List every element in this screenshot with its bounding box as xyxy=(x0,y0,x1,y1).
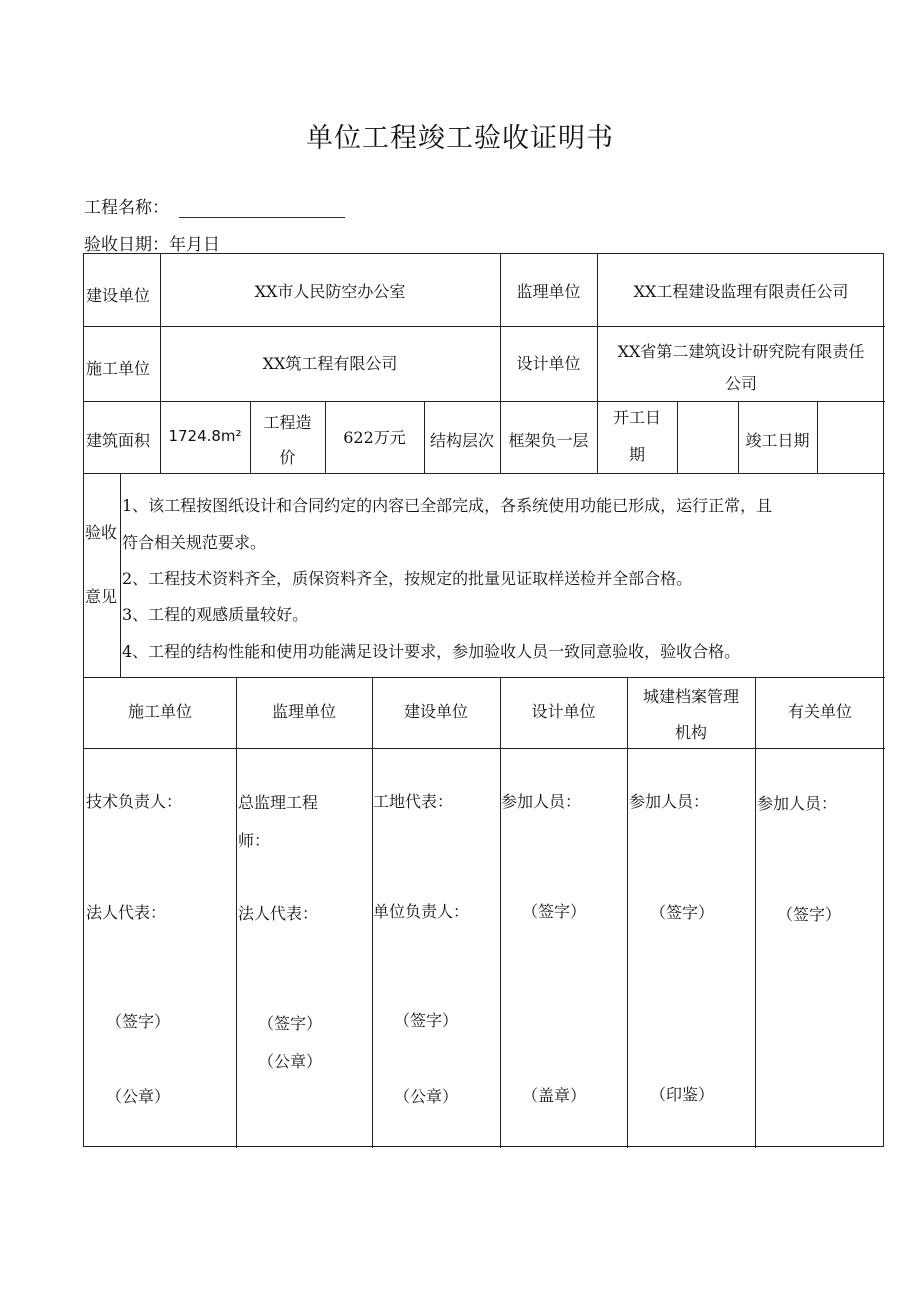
sign-header-archive-line1: 城建档案管理 xyxy=(642,687,739,706)
acceptance-date-label: 验收日期：年月日 xyxy=(84,235,220,255)
designer-label: 设计单位 xyxy=(516,354,581,373)
structure-label: 结构层次 xyxy=(429,431,494,450)
sign-header-contractor: 施工单位 xyxy=(127,702,192,721)
supervisor-label: 监理单位 xyxy=(516,282,581,301)
participants-label-5: 参加人员： xyxy=(629,792,710,811)
opinion-item-1-cont: 符合相关规范要求。 xyxy=(122,533,267,552)
participants-label-4: 参加人员： xyxy=(501,792,582,811)
builder-value: XX市人民防空办公室 xyxy=(254,282,406,301)
seal-here-3: （公章） xyxy=(393,1087,458,1106)
sign-header-designer: 设计单位 xyxy=(531,702,596,721)
opinion-item-2: 2、工程技术资料齐全，质保资料齐全，按规定的批量见证取样送检并全部合格。 xyxy=(122,569,693,588)
seal-here-5: （印鉴） xyxy=(649,1085,714,1104)
start-date-label-line1: 开工日 xyxy=(612,408,661,427)
sign-here-3: （签字） xyxy=(393,1011,458,1030)
designer-value-line2: 公司 xyxy=(724,374,757,393)
opinion-item-4: 4、工程的结构性能和使用功能满足设计要求，参加验收人员一致同意验收，验收合格。 xyxy=(122,642,741,661)
seal-here-4: （盖章） xyxy=(521,1086,586,1105)
seal-here-2: （公章） xyxy=(257,1052,322,1071)
opinion-label-line2: 意见 xyxy=(85,587,118,606)
participants-label-6: 参加人员： xyxy=(757,794,838,813)
sign-header-related: 有关单位 xyxy=(787,702,852,721)
unit-head-label: 单位负责人： xyxy=(373,902,470,921)
opinion-item-3: 3、工程的观感质量较好。 xyxy=(122,605,309,624)
opinion-item-1: 1、该工程按图纸设计和合同约定的内容已全部完成，各系统使用功能已形成，运行正常，且 xyxy=(122,496,773,515)
sign-here-1: （签字） xyxy=(105,1012,170,1031)
structure-value: 框架负一层 xyxy=(508,431,589,450)
sign-header-builder: 建设单位 xyxy=(403,702,468,721)
area-value: 1724.8m² xyxy=(168,427,242,445)
project-name-field xyxy=(84,193,345,218)
contractor-label: 施工单位 xyxy=(86,359,151,378)
sign-here-2: （签字） xyxy=(257,1014,322,1033)
sign-header-archive-line2: 机构 xyxy=(674,723,707,742)
sign-here-4: （签字） xyxy=(521,902,586,921)
cost-label-line1: 工程造 xyxy=(263,413,312,432)
cost-value: 622万元 xyxy=(343,428,406,447)
designer-value-line1: XX省第二建筑设计研究院有限责任 xyxy=(617,342,865,361)
sign-here-5: （签字） xyxy=(649,903,714,922)
project-name-blank[interactable] xyxy=(179,199,345,218)
end-date-label: 竣工日期 xyxy=(745,431,810,450)
seal-here-1: （公章） xyxy=(105,1087,170,1106)
opinion-label-line1: 验收 xyxy=(85,523,118,542)
document-title: 单位工程竣工验收证明书 xyxy=(306,123,614,154)
legal-rep-label-2: 法人代表： xyxy=(238,904,319,923)
start-date-label-line2: 期 xyxy=(628,445,645,464)
cost-label-line2: 价 xyxy=(279,448,296,467)
contractor-value: XX筑工程有限公司 xyxy=(262,354,398,373)
area-label: 建筑面积 xyxy=(86,431,151,450)
project-name-label: 工程名称： xyxy=(84,198,169,218)
sign-header-supervisor: 监理单位 xyxy=(271,702,336,721)
acceptance-form-table xyxy=(83,253,884,1147)
builder-label: 建设单位 xyxy=(86,286,151,305)
legal-rep-label: 法人代表： xyxy=(86,903,167,922)
site-rep-label: 工地代表： xyxy=(373,792,454,811)
supervisor-value: XX工程建设监理有限责任公司 xyxy=(633,282,849,301)
chief-supervisor-label-line2: 师： xyxy=(238,831,271,850)
tech-lead-label: 技术负责人： xyxy=(86,792,183,811)
sign-here-6: （签字） xyxy=(776,905,841,924)
chief-supervisor-label-line1: 总监理工程 xyxy=(238,793,319,812)
